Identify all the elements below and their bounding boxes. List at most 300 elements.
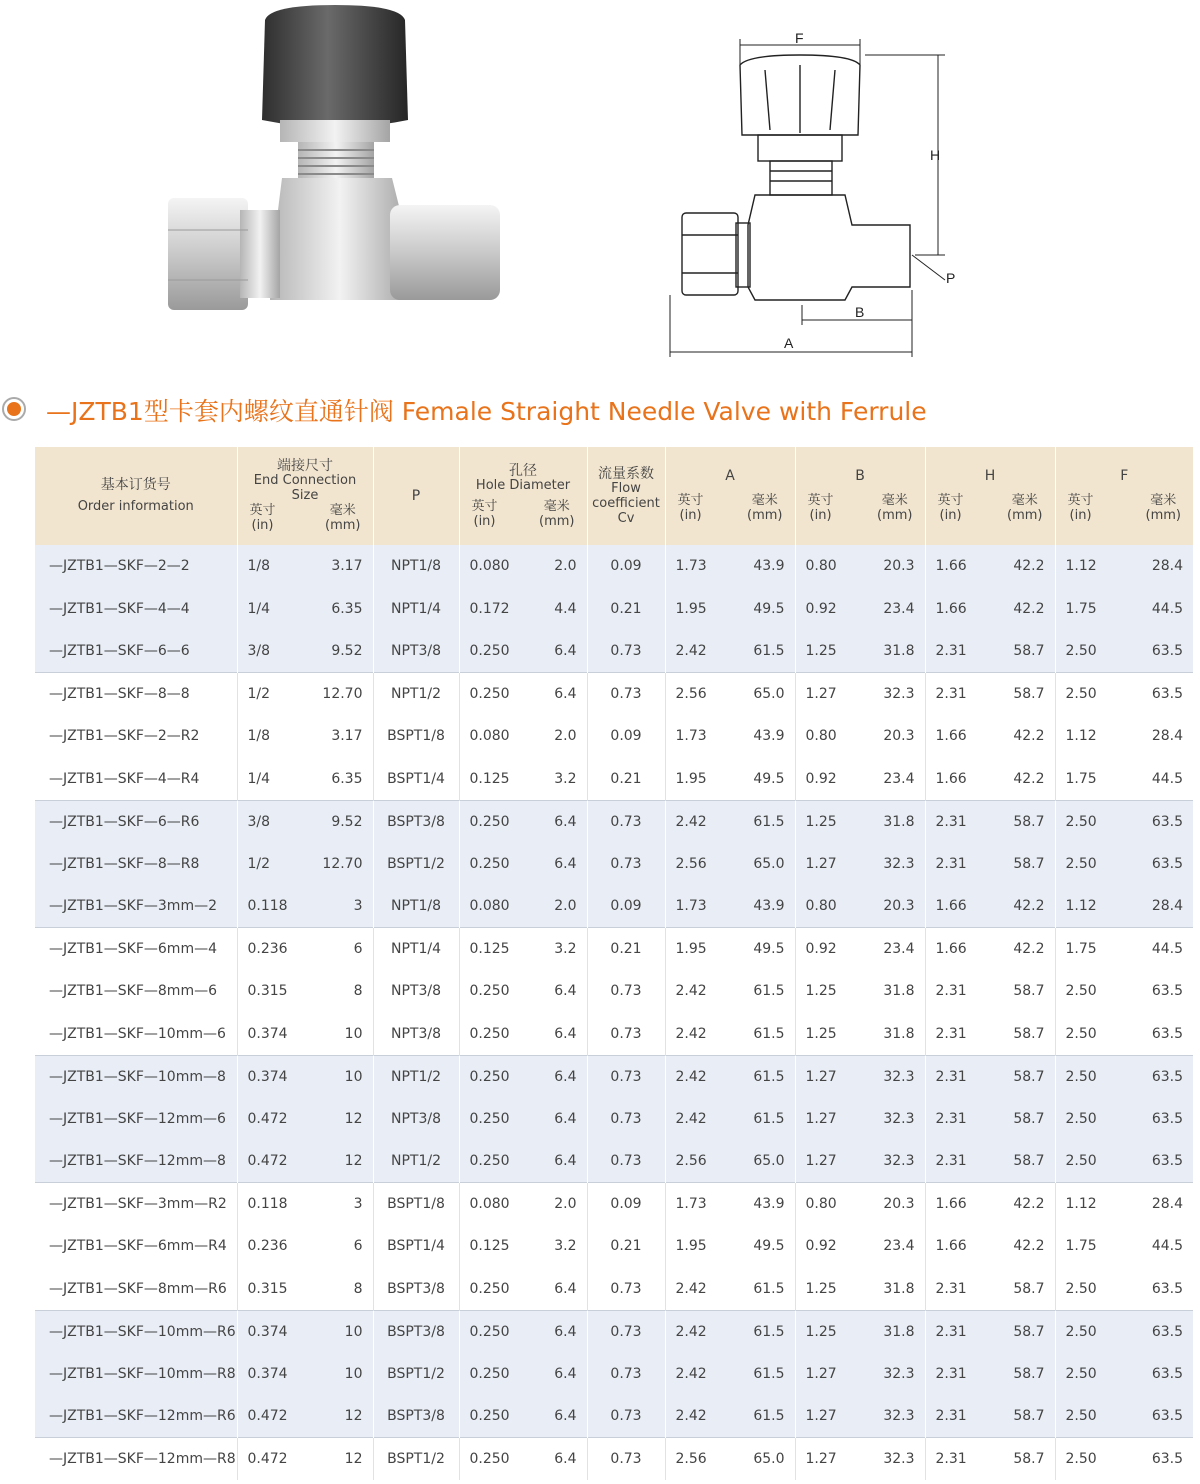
- table-row: [35, 1140, 1193, 1183]
- cell-hole-inch: 0.250: [459, 1055, 523, 1098]
- cell-a-inch: 1.95: [665, 758, 728, 801]
- cell-h-inch: 2.31: [925, 843, 988, 886]
- cell-flow-cv: 0.73: [587, 1268, 665, 1311]
- cell-b-mm: 20.3: [858, 1183, 925, 1226]
- table-row: [35, 1225, 1193, 1268]
- header-f-inch: [1068, 494, 1094, 524]
- cell-size-inch: 0.315: [237, 970, 305, 1013]
- cell-b-inch: 1.27: [795, 1438, 858, 1481]
- cell-flow-cv: 0.21: [587, 758, 665, 801]
- cell-f-mm: 63.5: [1118, 1268, 1193, 1311]
- cell-hole-inch: 0.250: [459, 1268, 523, 1311]
- cell-b-mm: 20.3: [858, 715, 925, 758]
- cell-b-inch: 1.25: [795, 800, 858, 843]
- inch-unit: (in): [251, 517, 274, 533]
- header-hole-inch: [472, 500, 498, 530]
- cell-h-inch: 1.66: [925, 545, 988, 588]
- cell-b-mm: 32.3: [858, 1140, 925, 1183]
- table-row: [35, 970, 1193, 1013]
- table-row: [35, 1438, 1193, 1481]
- table-row: [35, 1013, 1193, 1056]
- cell-p-thread: NPT1/2: [373, 1140, 459, 1183]
- cell-b-mm: 31.8: [858, 1310, 925, 1353]
- table-row: [35, 545, 1193, 588]
- cell-hole-inch: 0.125: [459, 758, 523, 801]
- cell-h-mm: 58.7: [988, 1098, 1055, 1141]
- cell-b-mm: 20.3: [858, 885, 925, 928]
- cell-hole-mm: 3.2: [523, 758, 587, 801]
- inch-cn: 英寸: [1067, 493, 1094, 509]
- dimension-drawing: [640, 25, 970, 365]
- cell-a-inch: 2.42: [665, 800, 728, 843]
- header-a-inch: [678, 494, 704, 524]
- cell-b-mm: 31.8: [858, 970, 925, 1013]
- cell-h-mm: 58.7: [988, 1395, 1055, 1438]
- cell-f-mm: 63.5: [1118, 1140, 1193, 1183]
- cell-b-mm: 23.4: [858, 758, 925, 801]
- cell-order-number: —JZTB1—SKF—12mm—R6: [35, 1395, 237, 1438]
- cell-f-mm: 28.4: [1118, 545, 1193, 588]
- header-hole-en: Hole Diameter: [475, 477, 571, 493]
- cell-f-mm: 63.5: [1118, 1055, 1193, 1098]
- cell-a-inch: 2.42: [665, 970, 728, 1013]
- cell-b-inch: 1.27: [795, 1140, 858, 1183]
- cell-flow-cv: 0.21: [587, 1225, 665, 1268]
- inch-cn: 英寸: [677, 493, 704, 509]
- cell-f-mm: 28.4: [1118, 715, 1193, 758]
- cell-order-number: —JZTB1—SKF—10mm—R8: [35, 1353, 237, 1396]
- cell-f-mm: 63.5: [1118, 1013, 1193, 1056]
- cell-a-inch: 2.56: [665, 1438, 728, 1481]
- cell-f-mm: 63.5: [1118, 1395, 1193, 1438]
- cell-h-inch: 2.31: [925, 800, 988, 843]
- cell-hole-mm: 6.4: [523, 1395, 587, 1438]
- header-size-mm: [325, 504, 360, 534]
- cell-f-mm: 44.5: [1118, 928, 1193, 971]
- cell-hole-inch: 0.250: [459, 1310, 523, 1353]
- cell-order-number: —JZTB1—SKF—2—R2: [35, 715, 237, 758]
- inch-unit: (in): [809, 508, 832, 524]
- cell-a-mm: 43.9: [728, 545, 795, 588]
- cell-a-mm: 61.5: [728, 1353, 795, 1396]
- cell-order-number: —JZTB1—SKF—8mm—6: [35, 970, 237, 1013]
- cell-a-inch: 2.42: [665, 1098, 728, 1141]
- cell-hole-inch: 0.172: [459, 588, 523, 631]
- cell-size-inch: 0.374: [237, 1310, 305, 1353]
- cell-size-mm: 12: [305, 1098, 373, 1141]
- cell-h-mm: 42.2: [988, 885, 1055, 928]
- cell-f-inch: 1.75: [1055, 588, 1118, 631]
- cell-a-mm: 49.5: [728, 588, 795, 631]
- header-cv: [587, 447, 665, 545]
- cell-a-inch: 1.73: [665, 885, 728, 928]
- cell-f-inch: 2.50: [1055, 630, 1118, 673]
- cell-f-inch: 2.50: [1055, 1268, 1118, 1311]
- table-row: [35, 1055, 1193, 1098]
- cell-h-inch: 2.31: [925, 1268, 988, 1311]
- cell-h-inch: 2.31: [925, 1140, 988, 1183]
- cell-size-inch: 0.472: [237, 1140, 305, 1183]
- cell-flow-cv: 0.73: [587, 630, 665, 673]
- cell-hole-mm: 6.4: [523, 1013, 587, 1056]
- cell-hole-mm: 2.0: [523, 545, 587, 588]
- cell-a-mm: 65.0: [728, 673, 795, 716]
- cell-b-inch: 1.25: [795, 1310, 858, 1353]
- cell-size-mm: 3.17: [305, 545, 373, 588]
- cell-h-inch: 1.66: [925, 1183, 988, 1226]
- cell-f-mm: 63.5: [1118, 800, 1193, 843]
- mm-unit: (mm): [747, 508, 783, 524]
- cell-h-mm: 58.7: [988, 843, 1055, 886]
- cell-f-inch: 1.12: [1055, 885, 1118, 928]
- cell-h-inch: 2.31: [925, 1353, 988, 1396]
- cell-size-inch: 3/8: [237, 800, 305, 843]
- cell-h-inch: 1.66: [925, 1225, 988, 1268]
- mm-cn: 毫米: [881, 493, 908, 509]
- cell-h-inch: 1.66: [925, 758, 988, 801]
- cell-hole-mm: 6.4: [523, 673, 587, 716]
- cell-b-mm: 31.8: [858, 800, 925, 843]
- cell-a-inch: 2.56: [665, 1140, 728, 1183]
- cell-size-mm: 6: [305, 1225, 373, 1268]
- cell-a-mm: 61.5: [728, 1098, 795, 1141]
- header-size: [237, 447, 373, 545]
- cell-p-thread: BSPT3/8: [373, 800, 459, 843]
- cell-f-mm: 63.5: [1118, 843, 1193, 886]
- header-h-inch: [938, 494, 964, 524]
- cell-f-mm: 28.4: [1118, 1183, 1193, 1226]
- cell-size-mm: 12.70: [305, 843, 373, 886]
- cell-hole-mm: 6.4: [523, 1268, 587, 1311]
- cell-b-mm: 23.4: [858, 1225, 925, 1268]
- cell-h-mm: 58.7: [988, 1013, 1055, 1056]
- cell-flow-cv: 0.73: [587, 1438, 665, 1481]
- cell-size-inch: 1/4: [237, 588, 305, 631]
- cell-b-inch: 1.27: [795, 843, 858, 886]
- cell-hole-mm: 2.0: [523, 885, 587, 928]
- cell-order-number: —JZTB1—SKF—3mm—2: [35, 885, 237, 928]
- header-size-inch: [250, 504, 276, 534]
- inch-cn: 英寸: [937, 493, 964, 509]
- cell-size-inch: 1/2: [237, 843, 305, 886]
- mm-unit: (mm): [325, 517, 361, 533]
- cell-f-mm: 63.5: [1118, 1310, 1193, 1353]
- cell-hole-inch: 0.125: [459, 1225, 523, 1268]
- header-order-en: Order information: [77, 498, 194, 514]
- header-cv-cn: 流量系数: [598, 465, 655, 482]
- cell-size-mm: 8: [305, 1268, 373, 1311]
- header-b-inch: [808, 494, 834, 524]
- cell-b-inch: 1.27: [795, 1055, 858, 1098]
- cell-hole-mm: 6.4: [523, 1098, 587, 1141]
- cell-f-inch: 2.50: [1055, 970, 1118, 1013]
- table-row: [35, 1268, 1193, 1311]
- cell-a-inch: 1.95: [665, 928, 728, 971]
- cell-hole-inch: 0.250: [459, 800, 523, 843]
- cell-f-mm: 28.4: [1118, 885, 1193, 928]
- cell-f-inch: 2.50: [1055, 800, 1118, 843]
- cell-size-mm: 12: [305, 1438, 373, 1481]
- cell-hole-inch: 0.250: [459, 843, 523, 886]
- cell-b-inch: 1.27: [795, 1353, 858, 1396]
- cell-order-number: —JZTB1—SKF—6—R6: [35, 800, 237, 843]
- cell-a-mm: 61.5: [728, 1395, 795, 1438]
- cell-flow-cv: 0.73: [587, 1395, 665, 1438]
- cell-p-thread: NPT3/8: [373, 970, 459, 1013]
- cell-b-mm: 32.3: [858, 1353, 925, 1396]
- cell-p-thread: NPT3/8: [373, 1098, 459, 1141]
- cell-a-inch: 2.42: [665, 630, 728, 673]
- cell-size-mm: 6.35: [305, 588, 373, 631]
- cell-p-thread: BSPT3/8: [373, 1395, 459, 1438]
- cell-a-inch: 1.95: [665, 1225, 728, 1268]
- cell-a-inch: 1.73: [665, 545, 728, 588]
- cell-flow-cv: 0.09: [587, 885, 665, 928]
- header-size-cn: 端接尺寸: [277, 458, 333, 475]
- cell-f-inch: 2.50: [1055, 1055, 1118, 1098]
- cell-h-inch: 1.66: [925, 588, 988, 631]
- cell-size-inch: 1/4: [237, 758, 305, 801]
- cell-size-inch: 3/8: [237, 630, 305, 673]
- cell-b-mm: 32.3: [858, 1098, 925, 1141]
- cell-flow-cv: 0.73: [587, 970, 665, 1013]
- cell-order-number: —JZTB1—SKF—12mm—8: [35, 1140, 237, 1183]
- section-title: —JZTB1型卡套内螺纹直通针阀 Female Straight Needle Valve with Ferrule: [46, 397, 927, 426]
- cell-size-inch: 0.472: [237, 1395, 305, 1438]
- cell-f-inch: 2.50: [1055, 673, 1118, 716]
- inch-cn: 英寸: [471, 498, 498, 514]
- cell-order-number: —JZTB1—SKF—12mm—6: [35, 1098, 237, 1141]
- cell-a-mm: 65.0: [728, 843, 795, 886]
- table-row: [35, 1353, 1193, 1396]
- cell-b-mm: 31.8: [858, 1013, 925, 1056]
- cell-order-number: —JZTB1—SKF—4—R4: [35, 758, 237, 801]
- header-hole-cn: 孔径: [509, 462, 537, 479]
- cell-flow-cv: 0.21: [587, 588, 665, 631]
- cell-order-number: —JZTB1—SKF—3mm—R2: [35, 1183, 237, 1226]
- cell-flow-cv: 0.09: [587, 545, 665, 588]
- table-row: [35, 715, 1193, 758]
- cell-h-mm: 42.2: [988, 928, 1055, 971]
- cell-size-inch: 0.236: [237, 928, 305, 971]
- cell-size-inch: 1/8: [237, 545, 305, 588]
- cell-b-mm: 32.3: [858, 1055, 925, 1098]
- cell-size-mm: 12: [305, 1395, 373, 1438]
- header-hole-mm: [539, 500, 574, 530]
- cell-h-mm: 58.7: [988, 1310, 1055, 1353]
- cell-h-inch: 2.31: [925, 1310, 988, 1353]
- cell-hole-inch: 0.250: [459, 970, 523, 1013]
- cell-p-thread: NPT1/4: [373, 588, 459, 631]
- cell-flow-cv: 0.73: [587, 843, 665, 886]
- table-row: [35, 1395, 1193, 1438]
- cell-flow-cv: 0.21: [587, 928, 665, 971]
- cell-p-thread: BSPT1/8: [373, 715, 459, 758]
- cell-h-inch: 2.31: [925, 1438, 988, 1481]
- cell-size-mm: 9.52: [305, 630, 373, 673]
- cell-hole-mm: 6.4: [523, 1353, 587, 1396]
- cell-h-inch: 2.31: [925, 1395, 988, 1438]
- cell-a-inch: 1.95: [665, 588, 728, 631]
- cell-size-inch: 0.118: [237, 1183, 305, 1226]
- cell-hole-inch: 0.080: [459, 715, 523, 758]
- header-order: [35, 447, 237, 545]
- cell-order-number: —JZTB1—SKF—8—8: [35, 673, 237, 716]
- table-row: [35, 1098, 1193, 1141]
- cell-b-mm: 31.8: [858, 630, 925, 673]
- cell-size-mm: 10: [305, 1013, 373, 1056]
- cell-h-mm: 42.2: [988, 758, 1055, 801]
- mm-unit: (mm): [1007, 508, 1043, 524]
- cell-f-inch: 1.75: [1055, 758, 1118, 801]
- cell-flow-cv: 0.73: [587, 673, 665, 716]
- cell-h-inch: 2.31: [925, 1013, 988, 1056]
- cell-f-inch: 1.75: [1055, 1225, 1118, 1268]
- valve-photo: [160, 0, 505, 328]
- table-row: [35, 588, 1193, 631]
- header-b-label: B: [855, 468, 865, 485]
- mm-cn: 毫米: [1150, 493, 1177, 509]
- table-row: [35, 673, 1193, 716]
- table-row: [35, 1183, 1193, 1226]
- cell-f-mm: 63.5: [1118, 673, 1193, 716]
- cell-p-thread: BSPT1/2: [373, 1353, 459, 1396]
- cell-p-thread: BSPT1/2: [373, 843, 459, 886]
- mm-unit: (mm): [877, 508, 913, 524]
- cell-size-inch: 0.374: [237, 1353, 305, 1396]
- cell-h-mm: 58.7: [988, 630, 1055, 673]
- cell-h-inch: 2.31: [925, 970, 988, 1013]
- cell-b-inch: 0.92: [795, 758, 858, 801]
- cell-b-mm: 20.3: [858, 545, 925, 588]
- dim-label-b: B: [855, 304, 865, 320]
- table-row: [35, 630, 1193, 673]
- cell-a-mm: 61.5: [728, 970, 795, 1013]
- cell-size-inch: 1/8: [237, 715, 305, 758]
- header-order-cn: 基本订货号: [100, 477, 171, 494]
- cell-a-inch: 2.42: [665, 1310, 728, 1353]
- cell-a-inch: 2.42: [665, 1268, 728, 1311]
- cell-a-mm: 61.5: [728, 1310, 795, 1353]
- header-h-mm: [1007, 494, 1042, 524]
- cell-b-inch: 1.27: [795, 673, 858, 716]
- mm-cn: 毫米: [329, 503, 356, 519]
- cell-b-mm: 23.4: [858, 588, 925, 631]
- cell-b-mm: 32.3: [858, 673, 925, 716]
- cell-h-mm: 58.7: [988, 1055, 1055, 1098]
- cell-size-mm: 12: [305, 1140, 373, 1183]
- cell-order-number: —JZTB1—SKF—6mm—R4: [35, 1225, 237, 1268]
- cell-h-mm: 58.7: [988, 673, 1055, 716]
- cell-h-inch: 2.31: [925, 630, 988, 673]
- mm-cn: 毫米: [543, 498, 570, 514]
- cell-flow-cv: 0.73: [587, 1310, 665, 1353]
- cell-hole-mm: 6.4: [523, 1140, 587, 1183]
- cell-h-mm: 58.7: [988, 800, 1055, 843]
- cell-size-mm: 3.17: [305, 715, 373, 758]
- cell-hole-inch: 0.250: [459, 1353, 523, 1396]
- cell-hole-mm: 6.4: [523, 970, 587, 1013]
- cell-hole-inch: 0.080: [459, 1183, 523, 1226]
- cell-size-mm: 10: [305, 1055, 373, 1098]
- orange-circle-bullet-icon: [2, 397, 26, 421]
- cell-hole-mm: 4.4: [523, 588, 587, 631]
- spec-table: [35, 447, 1193, 1480]
- cell-hole-mm: 6.4: [523, 1310, 587, 1353]
- cell-f-mm: 63.5: [1118, 1098, 1193, 1141]
- table-row: [35, 800, 1193, 843]
- cell-f-inch: 2.50: [1055, 1140, 1118, 1183]
- cell-h-mm: 58.7: [988, 1268, 1055, 1311]
- cell-size-inch: 0.374: [237, 1055, 305, 1098]
- cell-hole-inch: 0.080: [459, 885, 523, 928]
- cell-hole-inch: 0.250: [459, 1438, 523, 1481]
- cell-size-inch: 0.472: [237, 1438, 305, 1481]
- header-a-mm: [747, 494, 782, 524]
- cell-order-number: —JZTB1—SKF—10mm—R6: [35, 1310, 237, 1353]
- cell-h-mm: 42.2: [988, 1225, 1055, 1268]
- dim-label-p: P: [946, 270, 956, 286]
- header-b-mm: [877, 494, 912, 524]
- cell-hole-inch: 0.250: [459, 1395, 523, 1438]
- cell-h-inch: 1.66: [925, 928, 988, 971]
- cell-h-mm: 58.7: [988, 1140, 1055, 1183]
- cell-b-inch: 1.27: [795, 1098, 858, 1141]
- cell-p-thread: BSPT1/4: [373, 758, 459, 801]
- cell-h-inch: 1.66: [925, 715, 988, 758]
- cell-b-inch: 1.27: [795, 1395, 858, 1438]
- cell-f-inch: 2.50: [1055, 843, 1118, 886]
- cell-a-mm: 65.0: [728, 1140, 795, 1183]
- cell-flow-cv: 0.09: [587, 1183, 665, 1226]
- cell-size-inch: 0.374: [237, 1013, 305, 1056]
- spec-table-body: [35, 545, 1193, 1480]
- cell-h-inch: 2.31: [925, 673, 988, 716]
- dim-label-f: F: [795, 30, 804, 46]
- cell-a-mm: 43.9: [728, 885, 795, 928]
- cell-b-mm: 23.4: [858, 928, 925, 971]
- cell-hole-inch: 0.250: [459, 673, 523, 716]
- cell-b-inch: 0.92: [795, 928, 858, 971]
- cell-order-number: —JZTB1—SKF—2—2: [35, 545, 237, 588]
- cell-a-mm: 43.9: [728, 1183, 795, 1226]
- cell-h-mm: 58.7: [988, 970, 1055, 1013]
- cell-size-mm: 10: [305, 1310, 373, 1353]
- cell-size-inch: 0.315: [237, 1268, 305, 1311]
- cell-f-mm: 44.5: [1118, 1225, 1193, 1268]
- cell-a-mm: 49.5: [728, 928, 795, 971]
- cell-h-mm: 58.7: [988, 1438, 1055, 1481]
- cell-hole-mm: 6.4: [523, 843, 587, 886]
- cell-flow-cv: 0.09: [587, 715, 665, 758]
- table-row: [35, 1310, 1193, 1353]
- cell-flow-cv: 0.73: [587, 800, 665, 843]
- mm-unit: (mm): [1145, 508, 1182, 524]
- inch-unit: (in): [939, 508, 962, 524]
- cell-a-mm: 65.0: [728, 1438, 795, 1481]
- cell-f-inch: 2.50: [1055, 1353, 1118, 1396]
- cell-a-inch: 2.42: [665, 1395, 728, 1438]
- cell-hole-inch: 0.250: [459, 630, 523, 673]
- cell-a-mm: 61.5: [728, 630, 795, 673]
- cell-f-inch: 2.50: [1055, 1013, 1118, 1056]
- header-size-en1: End Connection: [253, 473, 357, 489]
- header-f: [1055, 447, 1193, 545]
- cell-a-mm: 61.5: [728, 1013, 795, 1056]
- cell-f-inch: 2.50: [1055, 1098, 1118, 1141]
- cell-hole-inch: 0.080: [459, 545, 523, 588]
- inch-unit: (in): [1069, 508, 1092, 524]
